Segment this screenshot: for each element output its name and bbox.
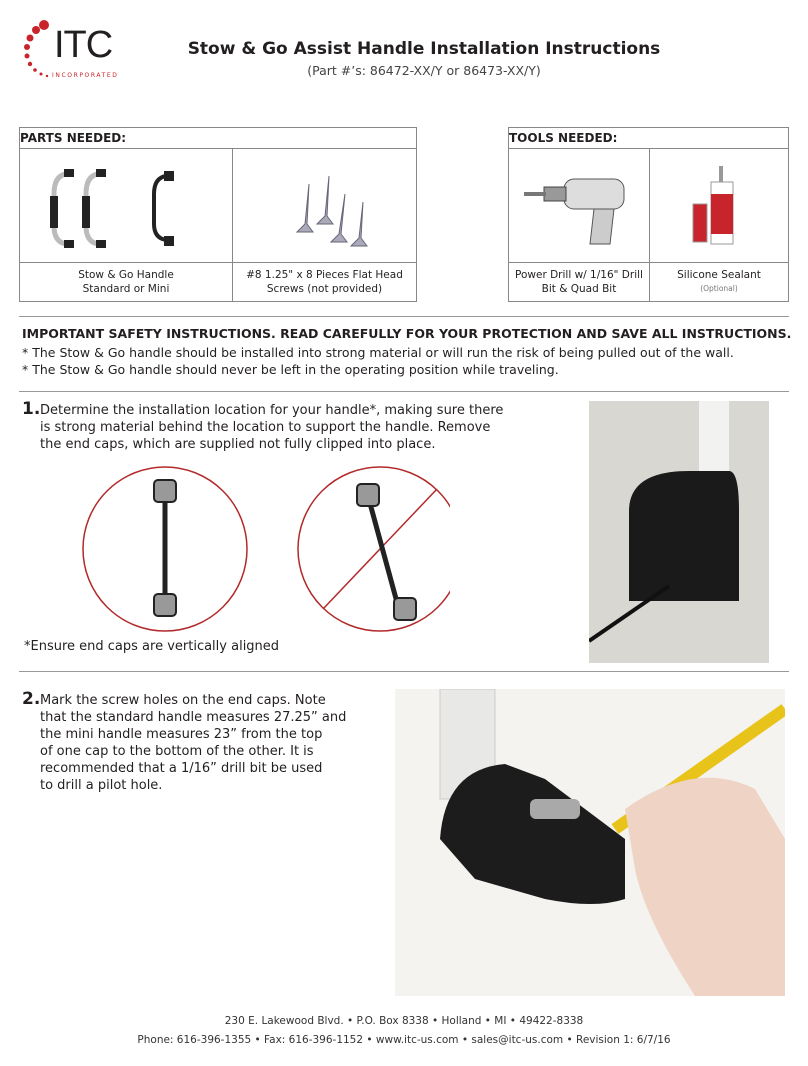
step-1-text (40, 402, 503, 453)
sealant-caption-text: Silicone Sealant (677, 269, 761, 281)
step-2-line: recommended that a 1/16” drill bit be used (40, 761, 323, 776)
step-2-number: 2. (22, 689, 41, 709)
logo-wordmark: ITC (54, 24, 113, 66)
silicone-sealant-icon (659, 154, 779, 254)
step-1-note: *Ensure end caps are vertically aligned (24, 639, 280, 654)
screws-image-cell (233, 149, 417, 263)
handle-caption (20, 263, 233, 302)
page-title: Stow & Go Assist Handle Installation Instructions (187, 39, 661, 59)
screws-icon (245, 154, 405, 254)
drill-caption (509, 263, 650, 302)
divider (19, 391, 789, 392)
step-2-text (40, 692, 346, 794)
step-1-line: Determine the installation location for your handle*, making sure there (40, 403, 504, 418)
sealant-caption (650, 263, 789, 302)
sealant-image-cell (650, 149, 789, 263)
marking-screw-holes-photo (395, 689, 785, 996)
step-1-line: is strong material behind the location to support the handle. Remove (40, 420, 491, 435)
safety-line: * The Stow & Go handle should be installed into strong material or will run the risk of being pulled out of the wall. (22, 345, 734, 360)
footer-contact: Phone: 616-396-1355 • Fax: 616-396-1152 • www.itc-us.com • sales@itc-us.com • Revision 1: 6/7/16 (137, 1034, 671, 1046)
safety-heading: IMPORTANT SAFETY INSTRUCTIONS. READ CAREFULLY FOR YOUR PROTECTION AND SAVE ALL INSTRUCTIONS. (22, 326, 792, 341)
step-2-line: of one cap to the bottom of the other. It is (40, 744, 314, 759)
handles-icon (26, 154, 226, 254)
logo-subtext: INCORPORATED (52, 72, 119, 79)
step-1-number: 1. (22, 399, 41, 419)
step-1-line: the end caps, which are supplied not fully clipped into place. (40, 437, 436, 452)
step-2-line: Mark the screw holes on the end caps. Note (40, 693, 326, 708)
step-2-line: that the standard handle measures 27.25” and (40, 710, 347, 725)
tools-needed-table (508, 127, 789, 302)
screws-caption (233, 263, 417, 302)
parts-needed-table (19, 127, 417, 302)
end-cap-alignment-diagram (80, 464, 450, 634)
handle-caption-text: Stow & Go Handle Standard or Mini (78, 269, 174, 295)
safety-line: * The Stow & Go handle should never be left in the operating position while traveling. (22, 362, 559, 377)
divider (19, 671, 789, 672)
page-subtitle: (Part #’s: 86472-XX/Y or 86473-XX/Y) (307, 63, 541, 78)
tools-needed-heading: TOOLS NEEDED: (509, 128, 789, 149)
step-2-line: the mini handle measures 23” from the top (40, 727, 323, 742)
correct-alignment-icon (83, 467, 247, 631)
footer-address: 230 E. Lakewood Blvd. • P.O. Box 8338 • Holland • MI • 49422-8338 (224, 1015, 584, 1027)
incorrect-alignment-icon (298, 467, 450, 631)
sealant-optional-note: (Optional) (700, 284, 738, 293)
screws-caption-text: #8 1.25" x 8 Pieces Flat Head Screws (not provided) (246, 269, 403, 295)
drill-caption-text: Power Drill w/ 1/16" Drill Bit & Quad Bit (515, 269, 643, 295)
end-cap-removal-photo (589, 401, 769, 663)
divider (19, 316, 789, 317)
drill-image-cell (509, 149, 650, 263)
parts-needed-heading: PARTS NEEDED: (20, 128, 417, 149)
handles-image-cell (20, 149, 233, 263)
step-2-line: to drill a pilot hole. (40, 778, 163, 793)
power-drill-icon (514, 154, 644, 254)
